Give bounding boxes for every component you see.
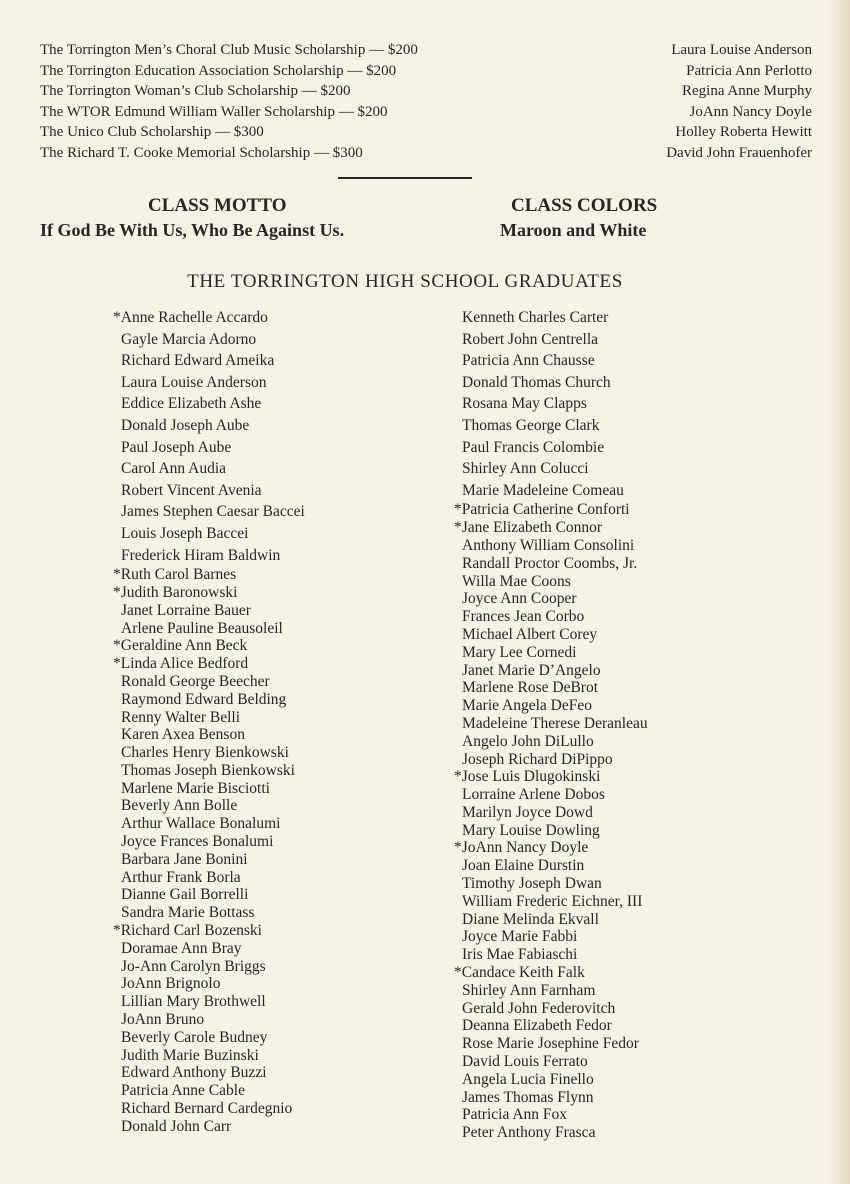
- graduate-name: Arthur Wallace Bonalumi: [121, 815, 281, 833]
- scholarship-recipient: Regina Anne Murphy: [682, 83, 812, 99]
- graduate-name: *Jose Luis Dlugokinski: [454, 768, 601, 786]
- graduate-name: Mary Louise Dowling: [462, 821, 600, 839]
- graduate-name: David Louis Ferrato: [462, 1053, 588, 1071]
- scholarship-recipient: David John Frauenhofer: [666, 144, 812, 161]
- graduate-name: Robert John Centrella: [462, 330, 599, 348]
- graduate-name: Gayle Marcia Adorno: [121, 330, 257, 348]
- graduate-name: Richard Bernard Cardegnio: [121, 1100, 293, 1118]
- graduate-name: Donald Joseph Aube: [121, 416, 250, 434]
- class-motto-text: If God Be With Us, Who Be Against Us.: [40, 220, 345, 240]
- graduate-name: Deanna Elizabeth Fedor: [462, 1017, 612, 1035]
- graduate-name: Marie Madeleine Comeau: [462, 481, 624, 499]
- graduate-name: Barbara Jane Bonini: [121, 850, 248, 868]
- scholarship-name: The WTOR Edmund William Waller Scholarship — $200: [40, 103, 388, 120]
- scholarship-recipient: Laura Louise Anderson: [671, 42, 812, 58]
- graduate-name: Raymond Edward Belding: [121, 690, 287, 708]
- graduate-name: *Judith Baronowski: [113, 583, 238, 601]
- graduate-name: Shirley Ann Colucci: [462, 460, 589, 478]
- scholarship-list: [40, 40, 820, 163]
- graduate-name: Marlene Marie Bisciotti: [121, 779, 270, 797]
- graduate-name: Jo-Ann Carolyn Briggs: [121, 957, 266, 975]
- graduate-name: Willa Mae Coons: [462, 572, 571, 590]
- graduate-name: Kenneth Charles Carter: [462, 309, 609, 326]
- page-edge-shadow: [824, 0, 850, 1184]
- graduate-name: Thomas Joseph Bienkowski: [121, 761, 295, 779]
- graduate-name: Gerald John Federovitch: [462, 999, 616, 1017]
- graduate-name: Marie Angela DeFeo: [462, 697, 592, 715]
- graduate-name: Joan Elaine Durstin: [462, 857, 585, 875]
- graduate-name: Randall Proctor Coombs, Jr.: [462, 554, 638, 572]
- scholarship-row: [40, 143, 820, 164]
- class-colors-text: Maroon and White: [500, 220, 647, 240]
- graduate-name: James Stephen Caesar Baccei: [121, 503, 305, 521]
- graduate-name: Timothy Joseph Dwan: [462, 875, 602, 893]
- graduate-name: Janet Marie D’Angelo: [462, 661, 601, 679]
- graduate-name: Beverly Ann Bolle: [121, 797, 238, 815]
- graduate-name: Michael Albert Corey: [462, 625, 598, 643]
- graduate-name: Laura Louise Anderson: [121, 373, 267, 391]
- graduate-name: Frederick Hiram Baldwin: [121, 546, 281, 564]
- scholarship-row: [40, 122, 820, 143]
- scholarship-name: The Torrington Education Association Scholarship — $200: [40, 62, 397, 79]
- graduate-name: Patricia Ann Fox: [462, 1106, 568, 1124]
- graduates-column-2: [454, 307, 648, 1142]
- graduate-name: Lorraine Arlene Dobos: [462, 786, 605, 804]
- graduate-name: Janet Lorraine Bauer: [121, 601, 251, 619]
- graduate-name: Renny Walter Belli: [121, 708, 240, 726]
- graduate-name: Marlene Rose DeBrot: [462, 679, 599, 697]
- graduate-name: Rose Marie Josephine Fedor: [462, 1035, 639, 1053]
- graduate-name: *Jane Elizabeth Connor: [454, 519, 603, 537]
- scholarship-row: [40, 81, 820, 102]
- graduate-name: *Patricia Catherine Conforti: [454, 501, 630, 519]
- scholarship-name: The Torrington Men’s Choral Club Music Scholarship — $200: [40, 42, 418, 58]
- graduate-name: Angelo John DiLullo: [462, 732, 594, 750]
- graduate-name: *Ruth Carol Barnes: [113, 566, 237, 584]
- graduates-column-1: [113, 307, 305, 1136]
- graduate-name: Angela Lucia Finello: [462, 1070, 594, 1088]
- graduate-name: Rosana May Clapps: [462, 395, 587, 413]
- graduate-name: Carol Ann Audia: [121, 460, 227, 478]
- graduate-name: Peter Anthony Frasca: [462, 1124, 596, 1142]
- graduate-name: Ronald George Beecher: [121, 672, 270, 690]
- graduate-name: Patricia Anne Cable: [121, 1082, 245, 1100]
- graduate-name: Iris Mae Fabiaschi: [462, 946, 578, 964]
- scholarship-name: The Richard T. Cooke Memorial Scholarship — $300: [40, 144, 363, 161]
- graduate-name: *Anne Rachelle Accardo: [113, 309, 268, 326]
- graduate-name: Beverly Carole Budney: [121, 1028, 268, 1046]
- graduate-name: Edward Anthony Buzzi: [121, 1064, 267, 1082]
- scholarship-recipient: Patricia Ann Perlotto: [686, 62, 812, 79]
- graduate-name: JoAnn Brignolo: [121, 975, 221, 993]
- section-divider: [338, 177, 472, 179]
- scholarship-row: [40, 102, 820, 123]
- graduate-name: Lillian Mary Brothwell: [121, 993, 266, 1011]
- graduate-name: Doramae Ann Bray: [121, 939, 242, 957]
- graduate-name: Donald John Carr: [121, 1117, 232, 1135]
- class-motto-heading: CLASS MOTTO: [148, 195, 287, 216]
- scholarship-name: The Torrington Woman’s Club Scholarship — $200: [40, 83, 351, 99]
- graduates-title: THE TORRINGTON HIGH SCHOOL GRADUATES: [187, 271, 623, 292]
- graduate-name: Joyce Ann Cooper: [462, 590, 577, 608]
- graduate-name: Madeleine Therese Deranleau: [462, 714, 648, 732]
- graduate-name: Diane Melinda Ekvall: [462, 910, 599, 928]
- scholarship-name: The Unico Club Scholarship — $300: [40, 124, 264, 140]
- graduate-name: Arlene Pauline Beausoleil: [121, 619, 283, 637]
- class-colors-heading: CLASS COLORS: [511, 195, 658, 216]
- graduate-name: Frances Jean Corbo: [462, 608, 585, 626]
- graduate-name: Thomas George Clark: [462, 416, 600, 434]
- graduate-name: *Geraldine Ann Beck: [113, 637, 248, 655]
- graduate-name: James Thomas Flynn: [462, 1088, 594, 1106]
- graduate-name: Joyce Frances Bonalumi: [121, 833, 274, 851]
- graduate-name: Anthony William Consolini: [462, 536, 635, 554]
- scholarship-row: [40, 40, 820, 61]
- graduate-name: Patricia Ann Chausse: [462, 352, 595, 370]
- graduate-name: Charles Henry Bienkowski: [121, 744, 289, 762]
- graduate-name: Donald Thomas Church: [462, 373, 611, 391]
- graduate-name: Eddice Elizabeth Ashe: [121, 395, 262, 413]
- graduate-name: Arthur Frank Borla: [121, 868, 241, 886]
- graduate-name: *Linda Alice Bedford: [113, 655, 249, 673]
- graduate-name: Karen Axea Benson: [121, 726, 245, 744]
- graduate-name: William Frederic Eichner, III: [462, 892, 643, 910]
- graduate-name: Sandra Marie Bottass: [121, 904, 255, 922]
- graduate-name: Joyce Marie Fabbi: [462, 928, 578, 946]
- graduate-name: Louis Joseph Baccei: [121, 524, 249, 542]
- graduate-name: JoAnn Bruno: [121, 1011, 205, 1029]
- graduate-name: *Richard Carl Bozenski: [113, 922, 262, 940]
- graduate-name: Paul Joseph Aube: [121, 438, 232, 456]
- graduate-name: Mary Lee Cornedi: [462, 643, 577, 661]
- graduate-name: Dianne Gail Borrelli: [121, 886, 249, 904]
- graduate-name: Marilyn Joyce Dowd: [462, 803, 593, 821]
- scholarship-row: [40, 61, 820, 82]
- graduate-name: Judith Marie Buzinski: [121, 1046, 259, 1064]
- scholarship-recipient: Holley Roberta Hewitt: [675, 124, 812, 140]
- graduate-name: *JoAnn Nancy Doyle: [454, 839, 589, 857]
- graduate-name: Shirley Ann Farnham: [462, 981, 596, 999]
- graduate-name: Richard Edward Ameika: [121, 352, 275, 370]
- graduate-name: Robert Vincent Avenia: [121, 481, 262, 499]
- scholarship-recipient: JoAnn Nancy Doyle: [689, 103, 812, 120]
- graduate-name: Paul Francis Colombie: [462, 438, 605, 456]
- graduate-name: Joseph Richard DiPippo: [462, 750, 613, 768]
- graduate-name: *Candace Keith Falk: [454, 964, 585, 982]
